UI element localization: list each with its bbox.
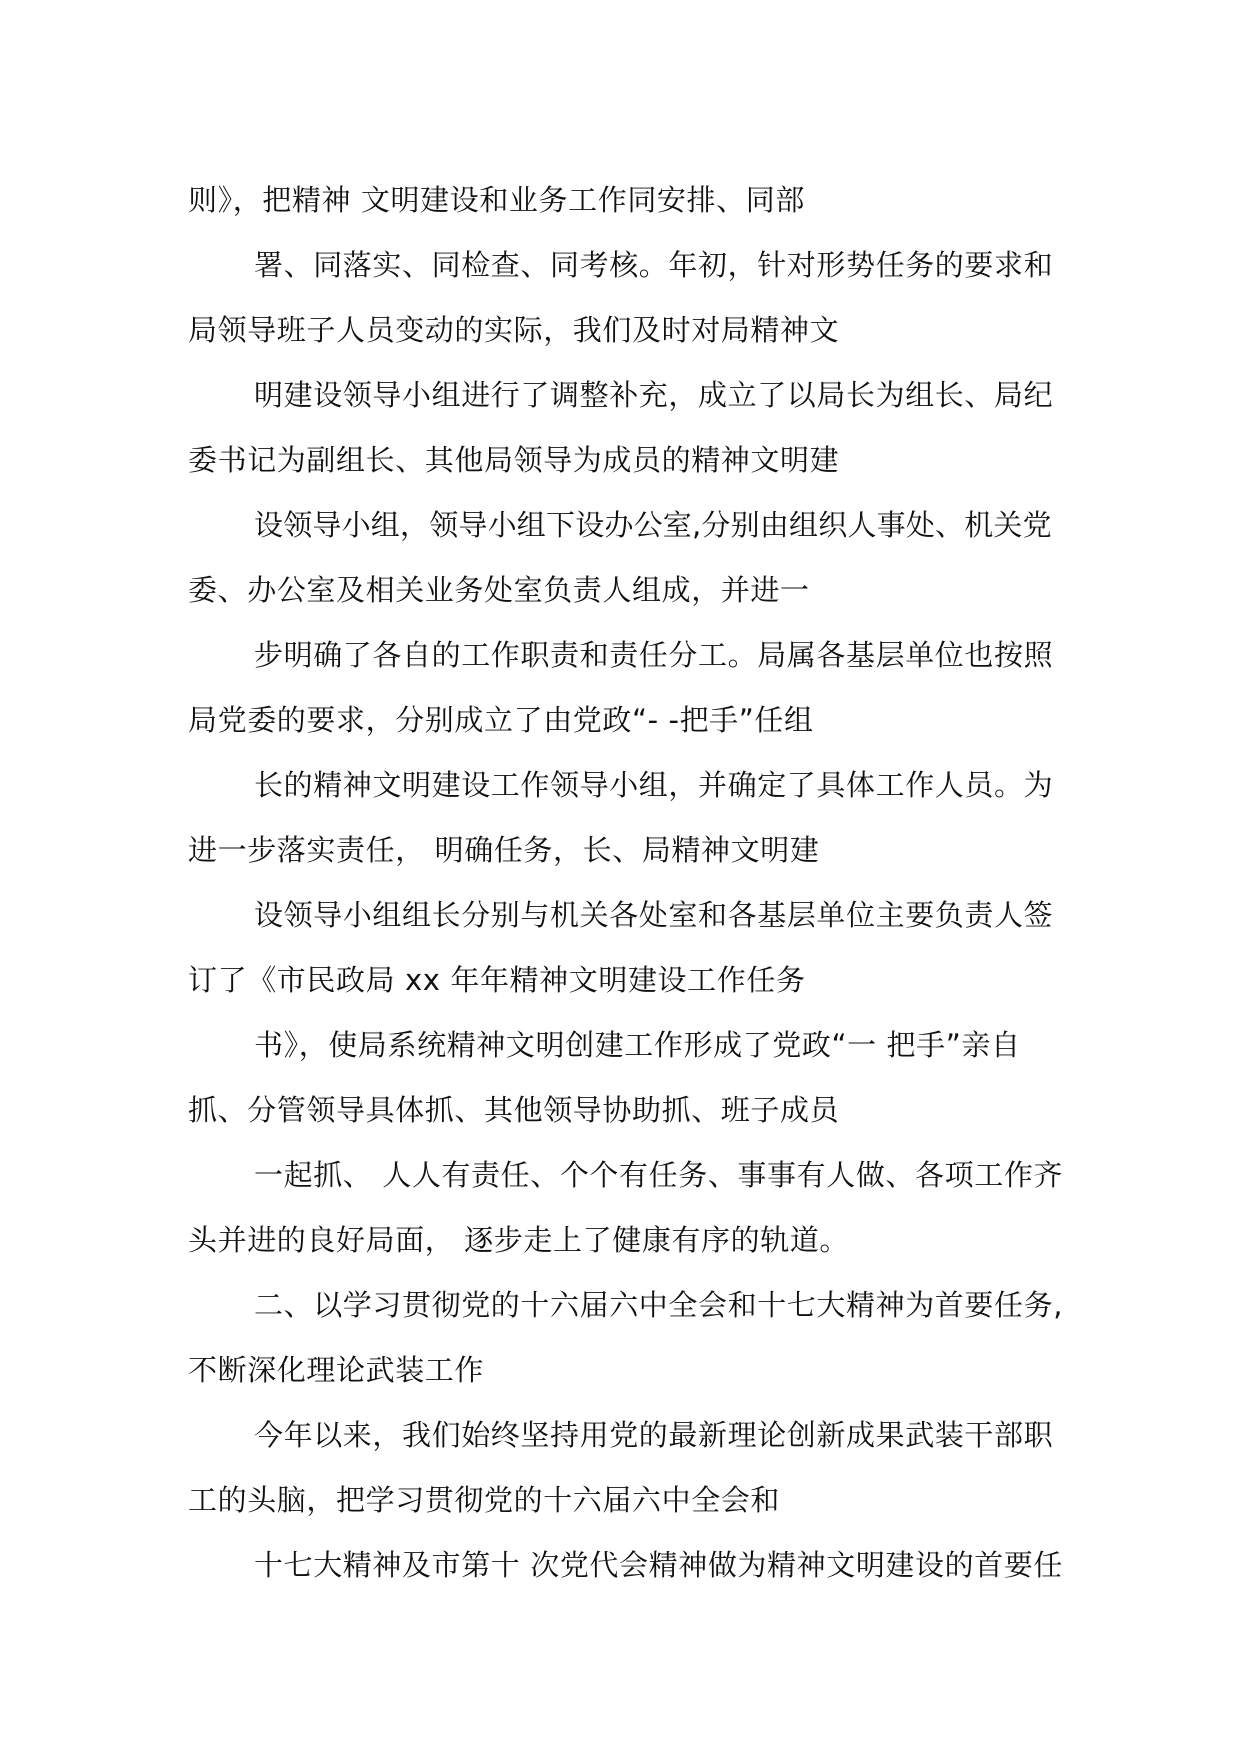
text-line: 十七大精神及市第十 次党代会精神做为精神文明建设的首要任 xyxy=(254,1548,1064,1582)
text-line: 工的头脑，把学习贯彻党的十六届六中全会和 xyxy=(188,1483,781,1517)
text-line: 今年以来，我们始终坚持用党的最新理论创新成果武装干部职 xyxy=(254,1418,1054,1452)
text-line: 头并进的良好局面， 逐步走上了健康有序的轨道。 xyxy=(188,1223,850,1257)
text-line: 局党委的要求，分别成立了由党政“- -把手”任组 xyxy=(188,703,814,737)
text-line: 步明确了各自的工作职责和责任分工。局属各基层单位也按照 xyxy=(254,638,1054,672)
text-line: 署、同落实、同检查、同考核。年初，针对形势任务的要求和 xyxy=(254,248,1054,282)
text-line: 一起抓、 人人有责任、个个有任务、事事有人做、各项工作齐 xyxy=(254,1158,1064,1192)
section-heading-continued: 不断深化理论武装工作 xyxy=(188,1353,485,1387)
text-line: 订了《市民政局 xx 年年精神文明建设工作任务 xyxy=(188,963,806,997)
text-line: 明建设领导小组进行了调整补充，成立了以局长为组长、局纪 xyxy=(254,378,1054,412)
text-line: 抓、分管领导具体抓、其他领导协助抓、班子成员 xyxy=(188,1093,840,1127)
text-line: 局领导班子人员变动的实际，我们及时对局精神文 xyxy=(188,313,840,347)
text-line: 委、办公室及相关业务处室负责人组成，并进一 xyxy=(188,573,810,607)
text-line: 则》，把精神 文明建设和业务工作同安排、同部 xyxy=(188,183,805,217)
text-line: 设领导小组，领导小组下设办公室,分别由组织人事处、机关党 xyxy=(254,508,1052,542)
body-text xyxy=(188,168,1078,1598)
text-line: 长的精神文明建设工作领导小组，并确定了具体工作人员。为 xyxy=(254,768,1054,802)
text-line: 进一步落实责任， 明确任务，长、局精神文明建 xyxy=(188,833,820,867)
text-line: 设领导小组组长分别与机关各处室和各基层单位主要负责人签 xyxy=(254,898,1054,932)
section-heading: 二、以学习贯彻党的十六届六中全会和十七大精神为首要任务, xyxy=(254,1288,1064,1322)
text-line: 委书记为副组长、其他局领导为成员的精神文明建 xyxy=(188,443,840,477)
text-line: 书》，使局系统精神文明创建工作形成了党政“一 把手”亲自 xyxy=(254,1028,1021,1062)
